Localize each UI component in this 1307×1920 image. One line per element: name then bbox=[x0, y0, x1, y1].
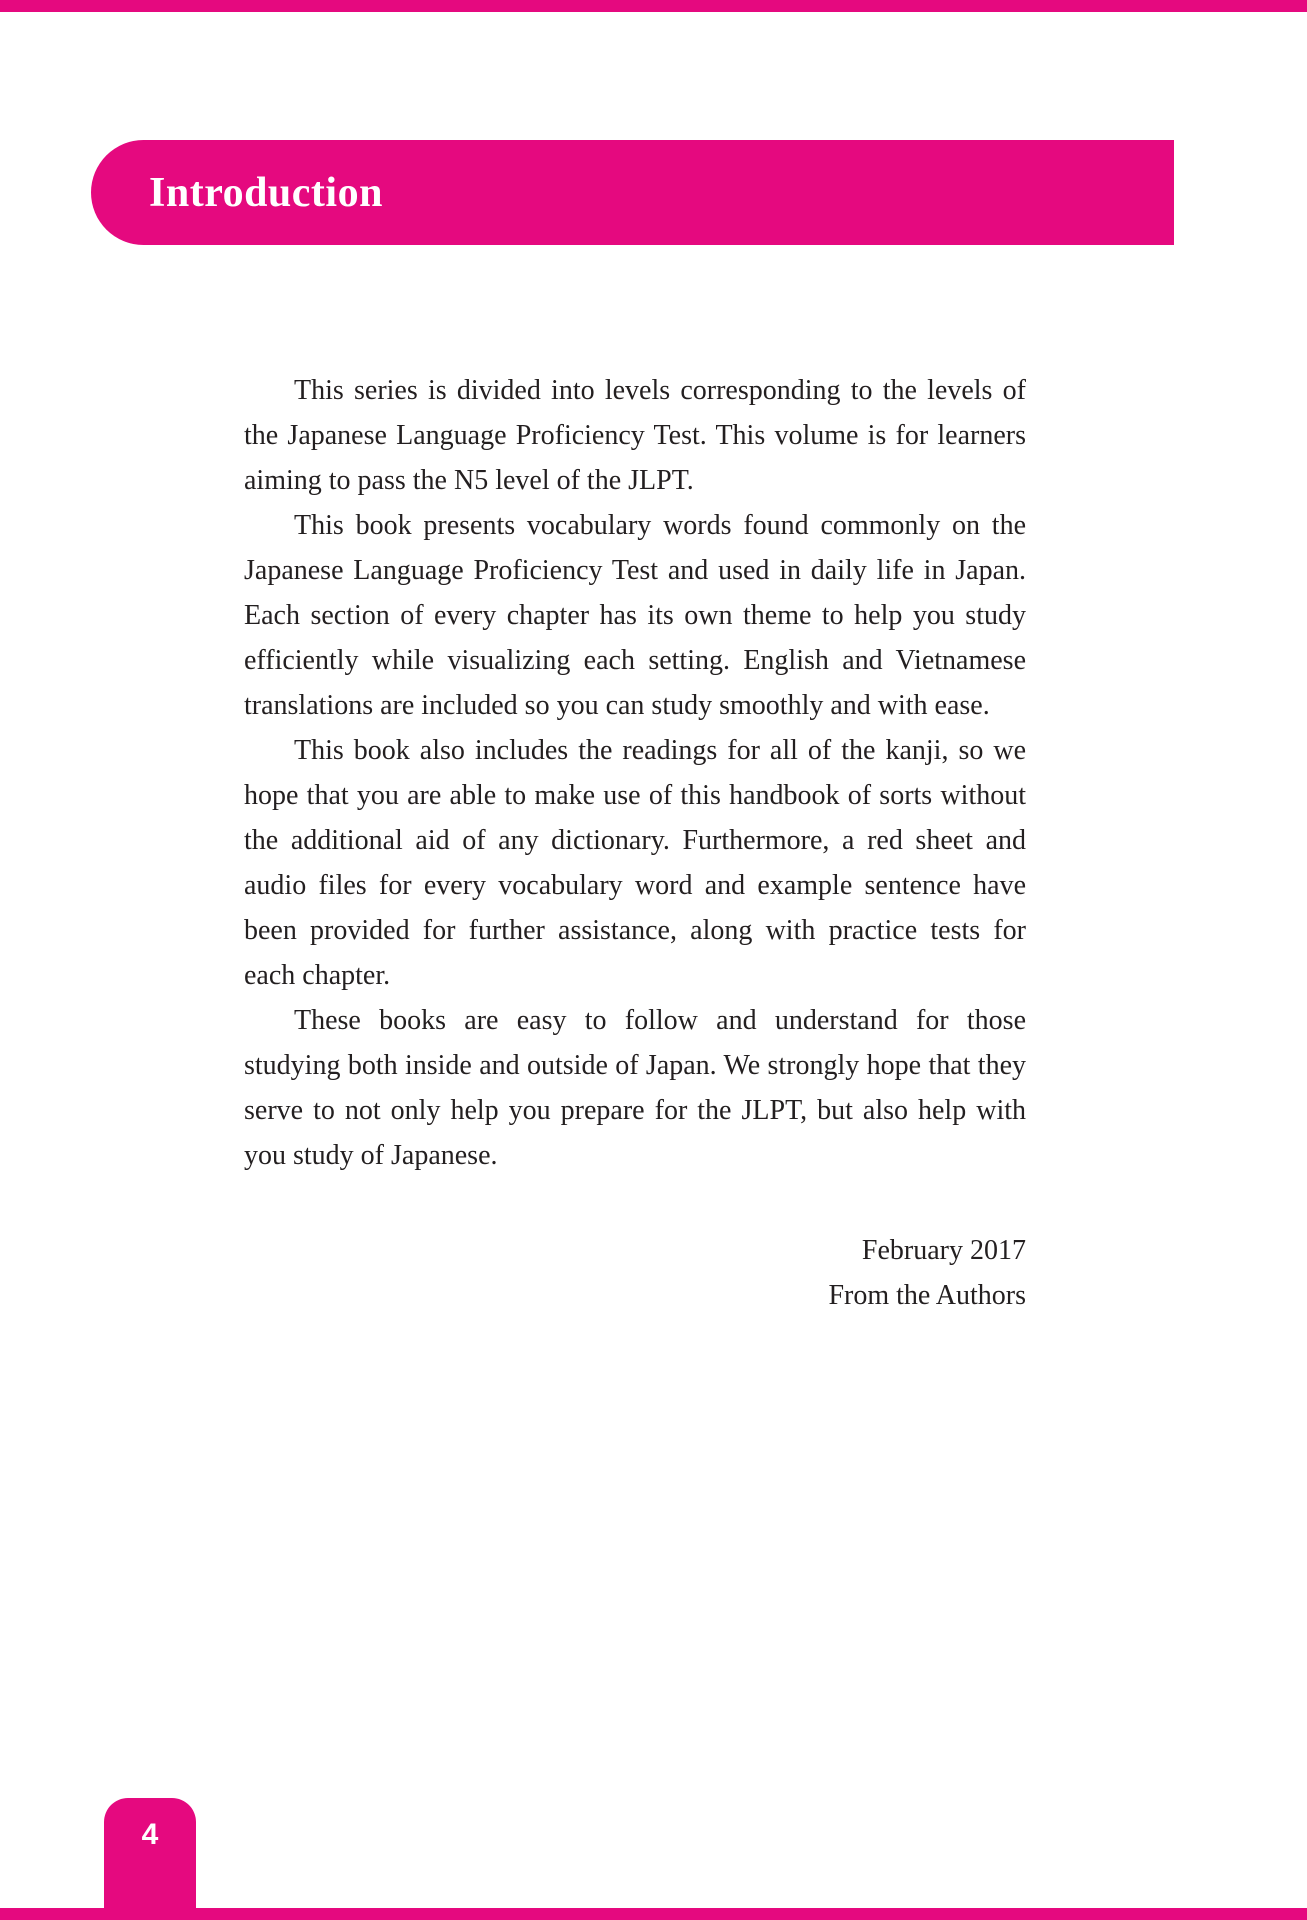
bottom-edge-strip bbox=[0, 1908, 1307, 1920]
section-header-banner bbox=[91, 140, 1174, 245]
introduction-text bbox=[244, 368, 1026, 1318]
paragraph-4: These books are easy to follow and understand for those studying both inside and outside of Japan. We strongly hope that they serve to not only help you prepare for the JLPT, but also help with you study of Japanese. bbox=[244, 1005, 1026, 1171]
signature-line: From the Authors bbox=[828, 1280, 1026, 1311]
date-line: February 2017 bbox=[861, 1235, 1026, 1266]
paragraph-1: This series is divided into levels corresponding to the levels of the Japanese Language Proficiency Test. This volume is for learners aiming to pass the N5 level of the JLPT. bbox=[244, 375, 1026, 496]
page-title: Introduction bbox=[149, 169, 383, 216]
paragraph-3: This book also includes the readings for all of the kanji, so we hope that you are able to make use of this handbook of sorts without the additional aid of any dictionary. Furthermore, a red sheet and audio files for every vocabulary word and example sentence have been provided for further assistance, along with practice tests for each chapter. bbox=[244, 735, 1026, 991]
paragraph-2: This book presents vocabulary words found commonly on the Japanese Language Proficiency Test and used in daily life in Japan. Each section of every chapter has its own theme to help you study efficiently while visualizing each setting. English and Vietnamese translations are included so you can study smoothly and with ease. bbox=[244, 510, 1026, 721]
top-edge-strip bbox=[0, 0, 1307, 12]
page-number: 4 bbox=[141, 1818, 159, 1851]
page-number-tab bbox=[104, 1798, 196, 1920]
